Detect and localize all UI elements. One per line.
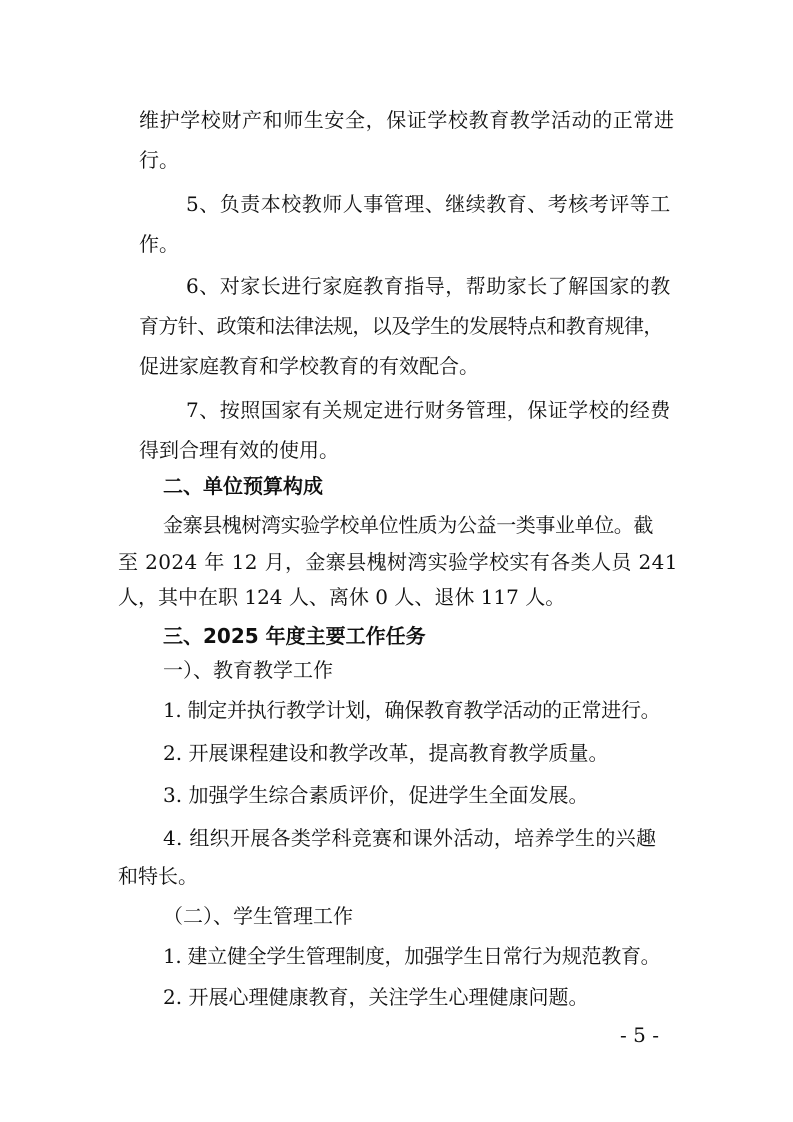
- paragraph-line: 维护学校财产和师生安全，保证学校教育教学活动的正常进: [139, 108, 675, 132]
- list-item-7: 7、按照国家有关规定进行财务管理，保证学校的经费: [186, 398, 671, 422]
- paragraph-line: 和特长。: [118, 864, 198, 888]
- paragraph-line: 得到合理有效的使用。: [139, 438, 339, 462]
- list-item-6: 6、对家长进行家庭教育指导，帮助家长了解国家的教: [186, 274, 671, 298]
- list-item-5: 5、负责本校教师人事管理、继续教育、考核考评等工: [186, 192, 671, 216]
- list-item-3: 3. 加强学生综合素质评价，促进学生全面发展。: [163, 783, 589, 807]
- subsection-heading-2: （二）、学生管理工作: [163, 904, 353, 928]
- paragraph-line: 育方针、政策和法律法规，以及学生的发展特点和教育规律，: [139, 314, 663, 338]
- list-item-2: 2. 开展课程建设和教学改革，提高教育教学质量。: [163, 741, 609, 765]
- paragraph-line: 作。: [139, 232, 179, 256]
- list-item-1: 1. 建立健全学生管理制度，加强学生日常行为规范教育。: [163, 944, 661, 968]
- paragraph-line: 促进家庭教育和学校教育的有效配合。: [139, 354, 479, 378]
- section-heading-3: 三、2025 年度主要工作任务: [163, 624, 426, 648]
- paragraph-line: 人，其中在职 124 人、离休 0 人、退休 117 人。: [118, 585, 566, 609]
- paragraph-line: 金寨县槐树湾实验学校单位性质为公益一类事业单位。截: [163, 513, 653, 537]
- list-item-2: 2. 开展心理健康教育，关注学生心理健康问题。: [163, 985, 589, 1009]
- subsection-heading-1: 一）、教育教学工作: [163, 658, 333, 682]
- section-heading-2: 二、单位预算构成: [163, 474, 323, 498]
- paragraph-line: 至 2024 年 12 月，金寨县槐树湾实验学校实有各类人员 241: [118, 550, 678, 574]
- list-item-1: 1. 制定并执行教学计划，确保教育教学活动的正常进行。: [163, 698, 661, 722]
- list-item-4: 4. 组织开展各类学科竞赛和课外活动，培养学生的兴趣: [163, 826, 657, 850]
- paragraph-line: 行。: [139, 148, 179, 172]
- page-number: - 5 -: [620, 1023, 659, 1047]
